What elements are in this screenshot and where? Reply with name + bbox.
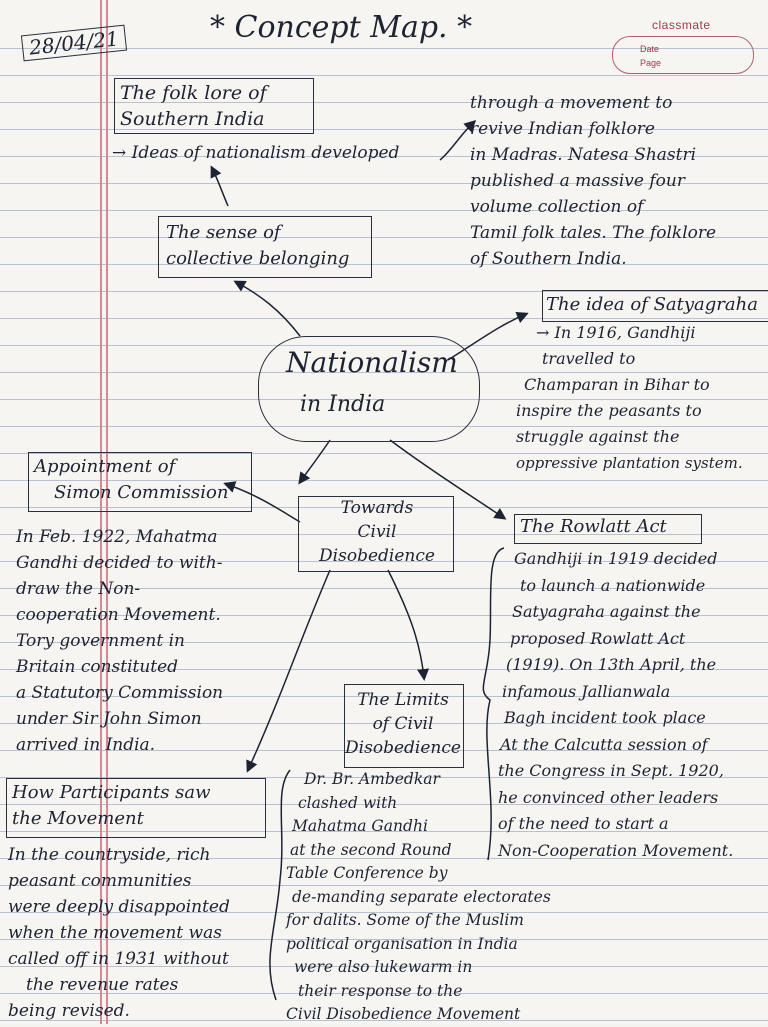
rowlatt-line: (1919). On 13th April, the <box>506 655 717 674</box>
limits-heading <box>340 688 466 760</box>
satyagraha-line: Champaran in Bihar to <box>524 375 710 394</box>
satyagraha-line: inspire the peasants to <box>516 401 702 420</box>
folklore-detail-line: in Madras. Natesa Shastri <box>470 145 697 165</box>
simon-line: Tory government in <box>16 631 185 651</box>
civil-line: Civil <box>357 522 397 542</box>
participants-line: being revised. <box>8 1001 130 1021</box>
arrow-center-to-civil <box>300 440 330 482</box>
rowlatt-line: proposed Rowlatt Act <box>510 628 686 648</box>
rowlatt-line: At the Calcutta session of <box>500 734 708 754</box>
rowlatt-line: Non-Cooperation Movement. <box>498 840 734 860</box>
folklore-detail-line: Tamil folk tales. The folklore <box>470 223 717 243</box>
satyagraha-line: struggle against the <box>516 427 680 446</box>
simon-heading-line: Simon Commission <box>54 482 229 503</box>
central-topic-line2: in India <box>300 392 386 417</box>
folklore-detail <box>470 90 716 272</box>
folklore-note: → Ideas of nationalism developed <box>112 143 400 163</box>
limits-line: Table Conference by <box>286 864 448 882</box>
simon-text <box>16 524 223 758</box>
page-date: 28/04/21 <box>21 25 127 62</box>
limits-line: for dalits. Some of the Muslim <box>286 911 524 929</box>
rowlatt-line: Gandhiji in 1919 decided <box>514 549 718 568</box>
satyagraha-text <box>516 320 743 476</box>
rowlatt-line: the Congress in Sept. 1920, <box>498 761 724 780</box>
limits-line: were also lukewarm in <box>294 958 473 976</box>
satyagraha-line: → In 1916, Gandhiji <box>536 323 696 342</box>
folklore-detail-line: published a massive four <box>470 171 685 191</box>
page-title: * Concept Map. * <box>210 10 473 45</box>
sense-line: collective belonging <box>166 248 350 269</box>
date-field-label: Date <box>640 44 660 54</box>
participants-heading-line: the Movement <box>12 808 144 829</box>
participants-heading-line: How Participants saw <box>12 782 211 803</box>
participants-text <box>8 842 230 1024</box>
satyagraha-line-text: In 1916, Gandhiji <box>554 323 696 342</box>
folklore-detail-line: of Southern India. <box>470 249 627 269</box>
participants-line: were deeply disappointed <box>8 897 230 917</box>
limits-line: Mahatma Gandhi <box>292 817 428 835</box>
limits-text <box>286 768 551 1027</box>
simon-line: Britain constituted <box>16 657 179 677</box>
simon-heading-line: Appointment of <box>34 456 176 477</box>
sense-line: The sense of <box>166 222 281 243</box>
satyagraha-line: travelled to <box>542 349 636 368</box>
satyagraha-heading: The idea of Satyagraha <box>546 294 758 315</box>
brand-name: classmate <box>652 18 711 32</box>
arrow-folklore-to-detail <box>440 122 474 160</box>
simon-line: arrived in India. <box>16 735 156 755</box>
rowlatt-line: he convinced other leaders <box>498 787 719 807</box>
civil-heading <box>312 496 442 568</box>
limits-heading-line: The Limits <box>357 690 449 710</box>
page-field-label: Page <box>640 58 662 68</box>
limits-line: political organisation in India <box>286 934 518 953</box>
simon-line: cooperation Movement. <box>16 605 221 625</box>
central-topic-line1: Nationalism <box>286 346 458 379</box>
rowlatt-heading: The Rowlatt Act <box>520 516 667 537</box>
rowlatt-line: to launch a nationwide <box>520 575 706 595</box>
sense-heading <box>166 220 349 272</box>
participants-line: peasant communities <box>8 871 192 891</box>
arrow-civil-to-limits <box>388 570 424 678</box>
limits-line: Civil Disobedience Movement <box>286 1005 521 1023</box>
folklore-detail-line: through a movement to <box>470 93 673 113</box>
participants-line: called off in 1931 without <box>8 949 229 969</box>
simon-line: under Sir John Simon <box>16 709 202 729</box>
rowlatt-line: Satyagraha against the <box>512 602 701 621</box>
limits-line: clashed with <box>298 793 398 812</box>
rowlatt-line: infamous Jallianwala <box>502 681 671 701</box>
simon-line: Gandhi decided to with- <box>16 553 223 573</box>
limits-line: Dr. Br. Ambedkar <box>304 770 440 788</box>
folklore-heading <box>120 80 267 132</box>
participants-line: when the movement was <box>8 923 222 943</box>
limits-line: de-manding separate electorates <box>292 887 551 906</box>
participants-line: the revenue rates <box>26 975 179 995</box>
limits-line: at the second Round <box>290 840 452 859</box>
simon-line: a Statutory Commission <box>16 683 224 703</box>
arrow-civil-to-participants <box>248 570 330 770</box>
rowlatt-line: of the need to start a <box>498 814 669 833</box>
simon-heading <box>34 454 228 506</box>
folklore-note-text: Ideas of nationalism developed <box>131 143 400 163</box>
folklore-detail-line: revive Indian folklore <box>470 119 655 139</box>
simon-line: In Feb. 1922, Mahatma <box>16 527 218 547</box>
folklore-detail-line: volume collection of <box>470 197 644 217</box>
arrow-sense-to-folklore <box>212 168 228 206</box>
satyagraha-line: oppressive plantation system. <box>516 454 743 472</box>
folklore-heading-line: Southern India <box>120 108 265 130</box>
civil-line: Disobedience <box>319 546 435 566</box>
arrow-center-to-sense <box>236 282 300 336</box>
participants-line: In the countryside, rich <box>8 845 211 865</box>
civil-line: Towards <box>340 498 414 518</box>
limits-line: their response to the <box>298 981 463 1000</box>
participants-heading <box>12 780 211 832</box>
limits-heading-line: Disobedience <box>345 738 461 758</box>
rowlatt-line: Bagh incident took place <box>504 708 706 727</box>
limits-heading-line: of Civil <box>372 714 434 734</box>
folklore-heading-line: The folk lore of <box>120 82 267 104</box>
simon-line: draw the Non- <box>16 579 141 599</box>
